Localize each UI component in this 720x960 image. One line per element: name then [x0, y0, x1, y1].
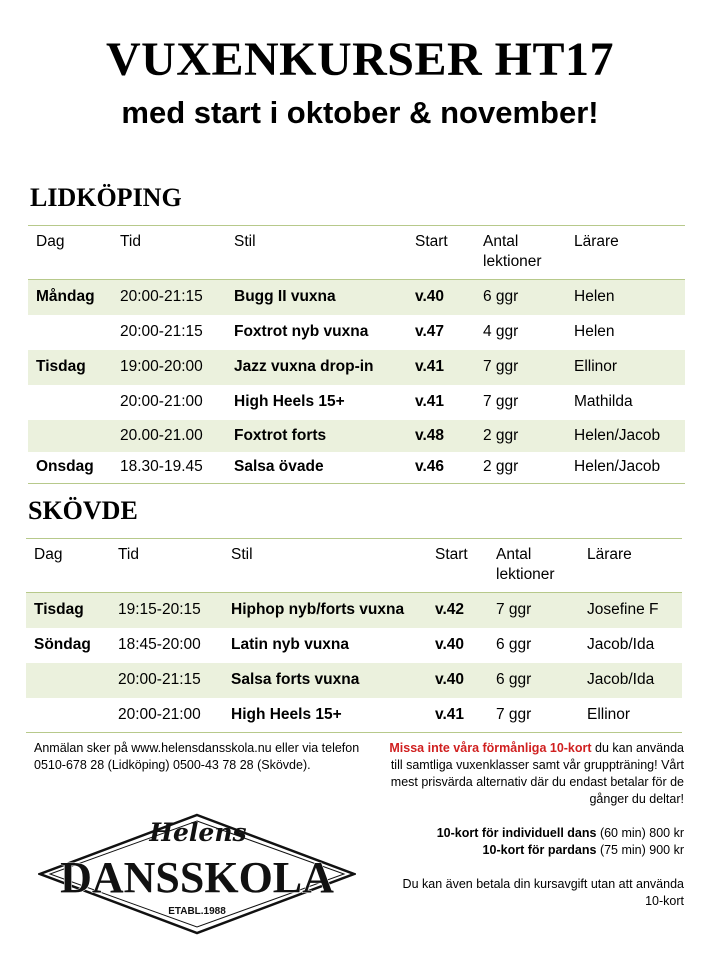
section-title-lidkoping: LIDKÖPING [30, 183, 182, 212]
cell-stil: Hiphop nyb/forts vuxna [223, 593, 427, 628]
cell-antal: 7 ggr [483, 393, 519, 410]
cell-tid: 20:00-21:15 [120, 323, 203, 340]
column-header-antal: Antal lektioner [475, 226, 566, 280]
cell-stil: High Heels 15+ [234, 393, 345, 410]
column-header-start: Start [407, 226, 475, 280]
column-header-antal: Antal lektioner [488, 539, 579, 593]
table-row [28, 315, 685, 350]
table-row [28, 420, 685, 452]
cell-stil: Latin nyb vuxna [231, 636, 349, 653]
cell-larare: Helen/Jacob [574, 458, 661, 476]
cell-antal: 2 ggr [483, 458, 519, 476]
cell-tid: 19:00-20:00 [112, 350, 226, 385]
column-header-start: Start [427, 539, 488, 593]
cell-stil: Foxtrot forts [226, 420, 407, 452]
schedule-table-skovde [26, 538, 682, 733]
ten-card-info [384, 740, 684, 910]
column-header-dag: Dag [28, 226, 112, 280]
schedule-table-lidkoping [28, 225, 685, 484]
column-header-stil: Stil [226, 226, 407, 280]
cell-larare: Josefine F [579, 593, 682, 628]
table-row [28, 385, 685, 420]
cell-dag [28, 420, 112, 452]
cell-dag: Måndag [28, 280, 112, 315]
page-title: VUXENKURSER HT17 [105, 33, 615, 86]
cell-stil: High Heels 15+ [231, 705, 342, 723]
price-pair: 10-kort för pardans (75 min) 900 kr [482, 843, 684, 857]
section-title-skovde: SKÖVDE [28, 496, 138, 525]
column-header-tid: Tid [112, 226, 226, 280]
table-row [28, 350, 685, 385]
pay-without-card-note: Du kan även betala din kursavgift utan att använda 10-kort [402, 877, 684, 908]
cell-antal: 6 ggr [496, 636, 532, 653]
cell-tid: 20:00-21:15 [110, 663, 223, 698]
ten-card-promo: Missa inte våra förmånliga 10-kort du kan använda till samtliga vuxenklasser samt vår gruppträning! Vårt mest prisvärda alternativ där du endast betalar för de gånger du deltar! [389, 741, 684, 806]
cell-antal: 6 ggr [475, 280, 566, 315]
cell-start: v.46 [415, 458, 445, 476]
column-header-larare: Lärare [579, 539, 682, 593]
cell-tid: 18:45-20:00 [118, 636, 201, 653]
cell-start: v.42 [427, 593, 488, 628]
cell-tid: 20:00-21:00 [118, 705, 201, 723]
cell-start: v.47 [415, 323, 445, 340]
cell-dag [28, 315, 112, 350]
cell-larare: Helen [574, 323, 615, 340]
logo-script-text: Helens [149, 818, 247, 847]
table-row [28, 452, 685, 484]
cell-stil: Salsa övade [234, 458, 324, 476]
cell-tid: 20:00-21:00 [120, 393, 203, 410]
cell-antal: 2 ggr [475, 420, 566, 452]
table-header-row [26, 539, 682, 593]
cell-start: v.41 [407, 350, 475, 385]
table-row [28, 280, 685, 315]
cell-larare: Ellinor [587, 705, 631, 723]
cell-start: v.40 [435, 636, 465, 653]
cell-antal: 7 ggr [488, 593, 579, 628]
cell-stil: Salsa forts vuxna [223, 663, 427, 698]
cell-larare: Helen/Jacob [566, 420, 685, 452]
cell-antal: 7 ggr [496, 705, 532, 723]
price-individual: 10-kort för individuell dans (60 min) 800 kr [436, 826, 684, 840]
cell-start: v.40 [407, 280, 475, 315]
column-header-larare: Lärare [566, 226, 685, 280]
cell-dag: Tisdag [26, 593, 110, 628]
cell-dag [26, 698, 110, 733]
cell-start: v.41 [435, 705, 465, 723]
logo-established-text: ETABL.1988 [168, 906, 226, 917]
cell-tid: 20.00-21.00 [112, 420, 226, 452]
cell-larare: Jacob/Ida [579, 663, 682, 698]
column-header-tid: Tid [110, 539, 223, 593]
cell-dag [26, 663, 110, 698]
cell-dag: Onsdag [36, 458, 94, 476]
logo-name-text: DANSSKOLA [60, 853, 334, 902]
cell-larare: Jacob/Ida [587, 636, 655, 653]
cell-start: v.40 [427, 663, 488, 698]
registration-note: Anmälan sker på www.helensdansskola.nu eller via telefon 0510-678 28 (Lidköping) 0500-43 78 28 (Skövde). [34, 741, 360, 772]
cell-start: v.48 [407, 420, 475, 452]
cell-tid: 20:00-21:15 [112, 280, 226, 315]
cell-antal: 6 ggr [488, 663, 579, 698]
table-header-row [28, 226, 685, 280]
cell-dag: Söndag [34, 636, 91, 653]
table-row [26, 628, 682, 663]
cell-larare: Ellinor [566, 350, 685, 385]
cell-stil: Bugg II vuxna [226, 280, 407, 315]
cell-dag [28, 385, 112, 420]
cell-dag: Tisdag [28, 350, 112, 385]
cell-tid: 18.30-19.45 [120, 458, 203, 476]
cell-larare: Helen [566, 280, 685, 315]
ten-card-highlight: Missa inte våra förmånliga 10-kort [389, 741, 592, 755]
table-row [26, 593, 682, 628]
cell-larare: Mathilda [574, 393, 633, 410]
column-header-stil: Stil [223, 539, 427, 593]
page-subtitle: med start i oktober & november! [121, 95, 599, 130]
table-row [26, 663, 682, 698]
cell-antal: 7 ggr [475, 350, 566, 385]
cell-start: v.41 [415, 393, 445, 410]
column-header-dag: Dag [26, 539, 110, 593]
cell-stil: Jazz vuxna drop-in [226, 350, 407, 385]
cell-tid: 19:15-20:15 [110, 593, 223, 628]
helens-dansskola-logo [38, 812, 356, 936]
cell-stil: Foxtrot nyb vuxna [234, 323, 369, 340]
cell-antal: 4 ggr [483, 323, 519, 340]
table-row [26, 698, 682, 733]
